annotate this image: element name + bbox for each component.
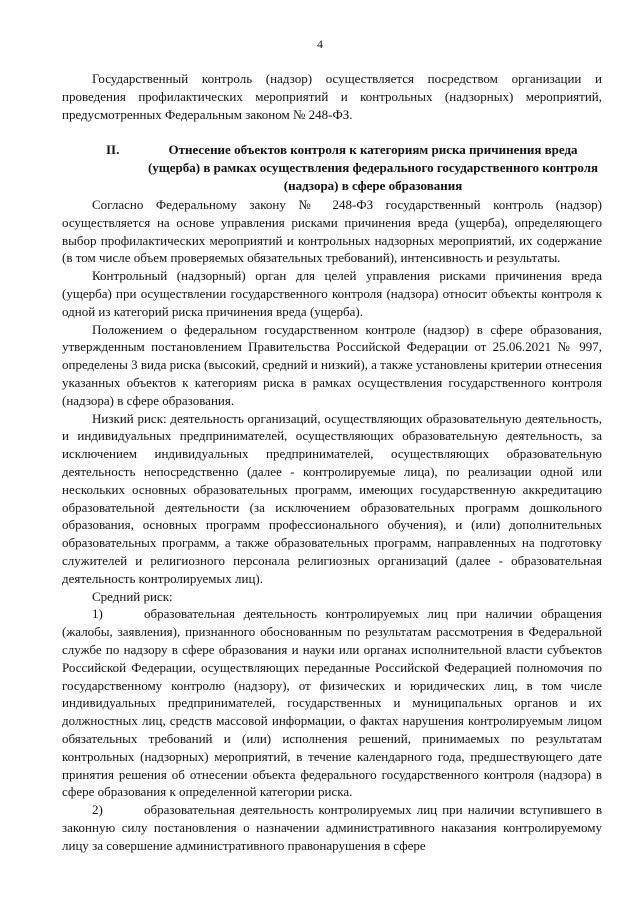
intro-paragraph: Государственный контроль (надзор) осуществляется посредством организации и проведения профилактических мероприятий и контрольных (надзорных) мероприятий, предусмотренных Федеральным законом № 248-ФЗ. bbox=[62, 71, 602, 122]
body-text bbox=[62, 196, 602, 854]
paragraph-regulation: Положением о федеральном государственном контроле (надзор) в сфере образования, утвержденным постановлением Правительства Российской Федерации от 25.06.2021 № 997, определены 3 вида риска (высокий, средний и низкий), а также установлены критерии отнесения указанных объектов к категориям риска в рамках осуществления государственного контроля (надзора) в сфере образования. bbox=[62, 321, 602, 408]
list-item-1 bbox=[62, 605, 602, 801]
paragraph-low-risk: Низкий риск: деятельность организаций, осуществляющих образовательную деятельность, и индивидуальных предпринимателей, осуществляющих образовательную деятельность, за исключением индивидуальных предпринимателей, осуществляющих образовательную деятельность непосредственно (далее - контролируемые лица), по реализации одной или нескольких основных образовательных программ, имеющих государственную аккредитацию образовательной деятельности (за исключением образовательных программ дошкольного образования, основных программ профессионального обучения), и (или) дополнительных образовательных программ, а также образовательных программ, направленных на подготовку служителей и религиозного персонала религиозных организаций (далее - образовательная деятельность контролируемых лиц). bbox=[62, 410, 602, 586]
intro-block bbox=[62, 70, 602, 123]
list-item-1-text: образовательная деятельность контролируемых лиц при наличии обращения (жалобы, заявления), признанного обоснованным по результатам рассмотрения в Федеральной службе по надзору в сфере образования и науки или органах исполнительной власти субъектов Российской Федерации, осуществляющих переданные Российской Федерацией полномочия по государственному контролю (надзору), от физических и юридических лиц, в том числе индивидуальных предпринимателей, государственных и муниципальных органов и их должностных лиц, средств массовой информации, о фактах нарушения контролируемым лицом обязательных требований и (или) исполнения решений, принимаемых по результатам контрольных (надзорных) мероприятий, в течение календарного года, предшествующего дате принятия решения об отнесении объекта федерального государственного контроля (надзора) в сфере образования к определенной категории риска. bbox=[62, 606, 602, 800]
paragraph-risk-management: Согласно Федеральному закону № 248-ФЗ государственный контроль (надзор) осуществляется на основе управления рисками причинения вреда (ущерба), определяющего выбор профилактических мероприятий и контрольных надзорных мероприятий, их содержание (в том числе объем проверяемых обязательных требований), интенсивность и результаты. bbox=[62, 197, 602, 266]
list-item-2-marker: 2) bbox=[92, 802, 103, 818]
page-number: 4 bbox=[317, 37, 323, 51]
section-number: II. bbox=[106, 142, 120, 157]
section-title: Отнесение объектов контроля к категориям риска причинения вреда (ущерба) в рамках осуществления федерального государственного контроля (надзора) в сфере образования bbox=[147, 142, 599, 193]
list-item-1-marker: 1) bbox=[92, 606, 103, 622]
paragraph-medium-risk-heading: Средний риск: bbox=[92, 588, 173, 604]
section-heading bbox=[62, 141, 602, 194]
list-item-2-text: образовательная деятельность контролируемых лиц при наличии вступившего в законную силу постановления о назначении административного наказания контролируемому лицу за совершение административного правонарушения в сфере bbox=[62, 802, 602, 853]
paragraph-control-body: Контрольный (надзорный) орган для целей управления рисками причинения вреда (ущерба) при осуществлении государственного контроля (надзора) относит объекты контроля к одной из категорий риска причинения вреда (ущерба). bbox=[62, 268, 602, 319]
list-item-2 bbox=[62, 801, 602, 854]
